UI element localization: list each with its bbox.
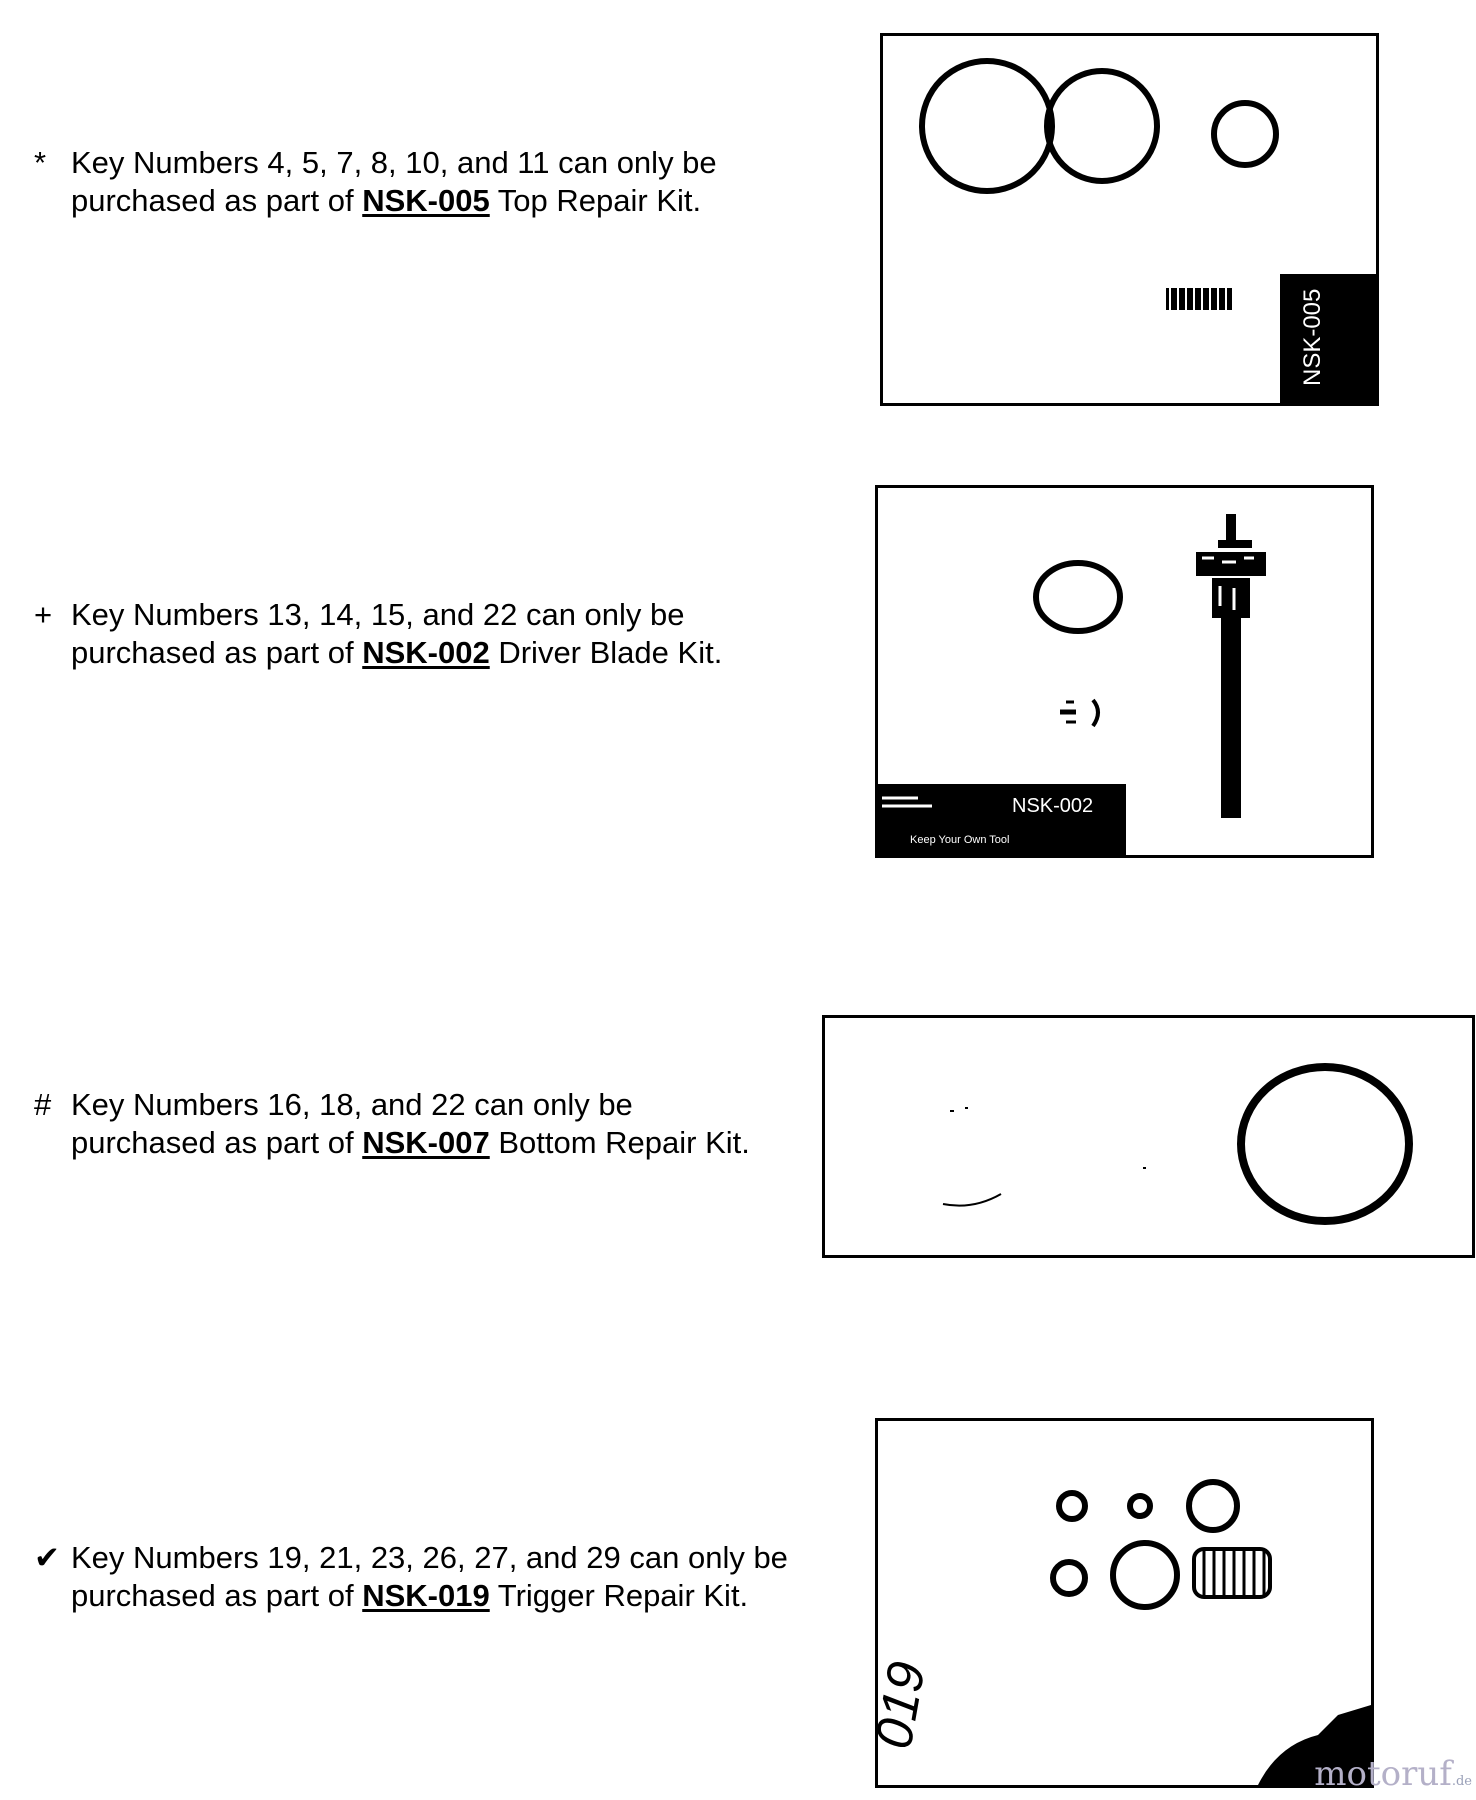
kit-code: NSK-005	[362, 183, 490, 218]
kit-photo-nsk-007	[822, 1015, 1475, 1258]
faint-ring-edge	[943, 1194, 1001, 1206]
note-symbol: ✔	[34, 1540, 60, 1575]
o-ring-medium	[1047, 71, 1157, 181]
kit-code: NSK-007	[362, 1125, 490, 1160]
o-ring-tiny	[1130, 1496, 1150, 1516]
kit-code: NSK-002	[362, 635, 490, 670]
kit-019-handwritten-label: 019	[864, 1657, 937, 1754]
trigger-spring-part	[1194, 1549, 1270, 1597]
driver-blade-part	[1196, 514, 1266, 818]
note-prefix: purchased as part of	[71, 635, 363, 670]
o-ring-small	[1053, 1562, 1085, 1594]
kit-005-label: NSK-005	[1299, 288, 1326, 386]
kit-note-nsk-019	[34, 1539, 788, 1615]
kit-002-tagline: Keep Your Own Tool	[910, 834, 1010, 846]
note-line-1: Key Numbers 13, 14, 15, and 22 can only be	[71, 597, 685, 632]
note-line-1: Key Numbers 16, 18, and 22 can only be	[71, 1087, 633, 1122]
note-prefix: purchased as part of	[71, 1578, 363, 1613]
note-line-2	[71, 182, 717, 220]
note-prefix: purchased as part of	[71, 1125, 363, 1160]
kit-002-label: NSK-002	[1012, 795, 1094, 817]
note-suffix: Trigger Repair Kit.	[489, 1578, 749, 1613]
note-line-1: Key Numbers 4, 5, 7, 8, 10, and 11 can only be	[71, 145, 717, 180]
note-symbol: #	[34, 1087, 52, 1122]
o-ring-tiny	[1059, 1493, 1085, 1519]
watermark	[1314, 1754, 1472, 1794]
faint-part-mark	[950, 1108, 968, 1111]
note-line-2	[71, 634, 722, 672]
kit-002-parts	[878, 488, 1371, 855]
note-line-2	[71, 1124, 750, 1162]
note-suffix: Bottom Repair Kit.	[489, 1125, 750, 1160]
o-ring-medium	[1113, 1543, 1177, 1607]
kit-label-block	[1280, 274, 1376, 403]
watermark-main: motoruf	[1314, 1754, 1452, 1794]
o-ring-large	[922, 61, 1052, 191]
kit-019-parts	[864, 1421, 1371, 1785]
kit-photo-nsk-005	[880, 33, 1379, 406]
kit-code: NSK-019	[362, 1578, 490, 1613]
o-ring-small	[1214, 103, 1276, 165]
note-suffix: Driver Blade Kit.	[489, 635, 723, 670]
note-symbol: *	[34, 145, 47, 180]
kit-photo-nsk-002	[875, 485, 1374, 858]
kit-note-nsk-007	[34, 1086, 750, 1162]
kit-note-nsk-002	[34, 596, 722, 672]
note-line-1: Key Numbers 19, 21, 23, 26, 27, and 29 can only be	[71, 1540, 788, 1575]
note-symbol: +	[34, 597, 53, 632]
kit-note-nsk-005	[34, 144, 717, 220]
note-line-2	[71, 1577, 788, 1615]
kit-005-parts	[883, 36, 1376, 403]
small-clip-part	[1060, 700, 1098, 726]
note-suffix: Top Repair Kit.	[489, 183, 702, 218]
kit-photo-nsk-019	[864, 1418, 1374, 1788]
o-ring	[1036, 563, 1120, 631]
note-prefix: purchased as part of	[71, 183, 363, 218]
o-ring-small	[1189, 1482, 1237, 1530]
spring-part	[1166, 288, 1232, 310]
o-ring-large	[1241, 1067, 1409, 1221]
watermark-tld: .de	[1451, 1774, 1472, 1789]
kit-007-parts	[825, 1018, 1472, 1255]
